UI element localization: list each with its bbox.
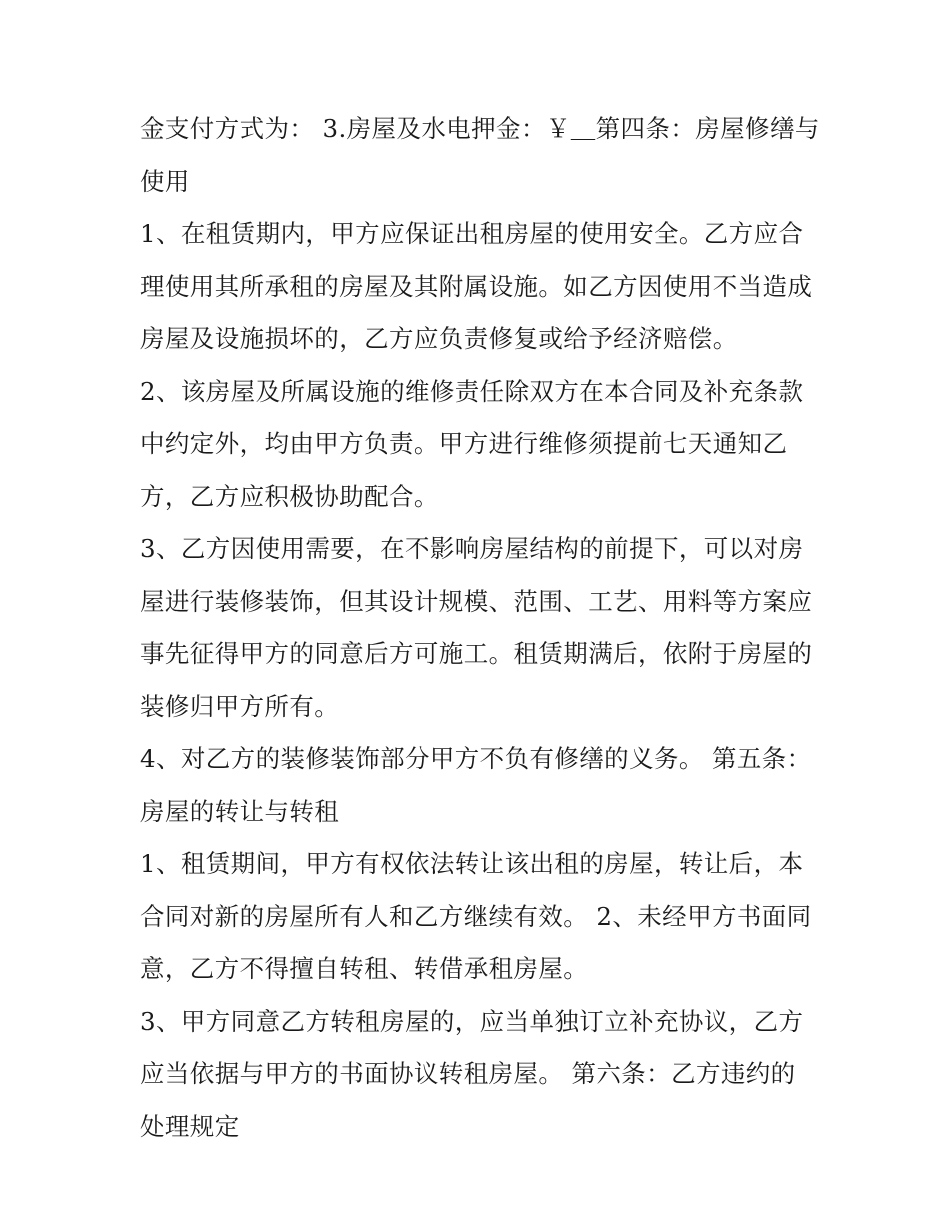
text-line: 装修归甲方所有。: [140, 691, 340, 721]
text-line: 3、甲方同意乙方转租房屋的，应当单独订立补充协议，乙方: [140, 1006, 804, 1036]
text-line: 处理规定: [140, 1111, 240, 1141]
text-line: 房屋的转让与转租: [140, 796, 340, 826]
text-line: 合同对新的房屋所有人和乙方继续有效。 2、未经甲方书面同: [140, 901, 812, 931]
text-line: 应当依据与甲方的书面协议转租房屋。 第六条：乙方违约的: [140, 1059, 796, 1088]
text-line: 4、对乙方的装修装饰部分甲方不负有修缮的义务。 第五条：: [140, 744, 812, 773]
text-line: 中约定外，均由甲方负责。甲方进行维修须提前七天通知乙: [140, 429, 788, 458]
text-line: 事先征得甲方的同意后方可施工。租赁期满后，依附于房屋的: [140, 639, 813, 668]
text-line: 意，乙方不得擅自转租、转借承租房屋。: [140, 954, 589, 983]
text-line: 方，乙方应积极协助配合。: [140, 481, 439, 511]
text-line: 理使用其所承租的房屋及其附属设施。如乙方因使用不当造成: [140, 271, 813, 301]
text-line: 2、该房屋及所属设施的维修责任除双方在本合同及补充条款: [140, 376, 804, 406]
document-body: [140, 103, 820, 1153]
text-line: 屋进行装修装饰，但其设计规模、范围、工艺、用料等方案应: [140, 586, 813, 616]
text-line: 金支付方式为： 3.房屋及水电押金：￥＿第四条：房屋修缮与: [140, 114, 820, 143]
text-line: 使用: [140, 166, 190, 196]
text-line: 1、租赁期间，甲方有权依法转让该出租的房屋，转让后，本: [140, 849, 804, 878]
text-line: 3、乙方因使用需要，在不影响房屋结构的前提下，可以对房: [140, 534, 804, 563]
text-line: 1、在租赁期内，甲方应保证出租房屋的使用安全。乙方应合: [140, 219, 804, 248]
text-line: 房屋及设施损坏的，乙方应负责修复或给予经济赔偿。: [140, 324, 738, 353]
